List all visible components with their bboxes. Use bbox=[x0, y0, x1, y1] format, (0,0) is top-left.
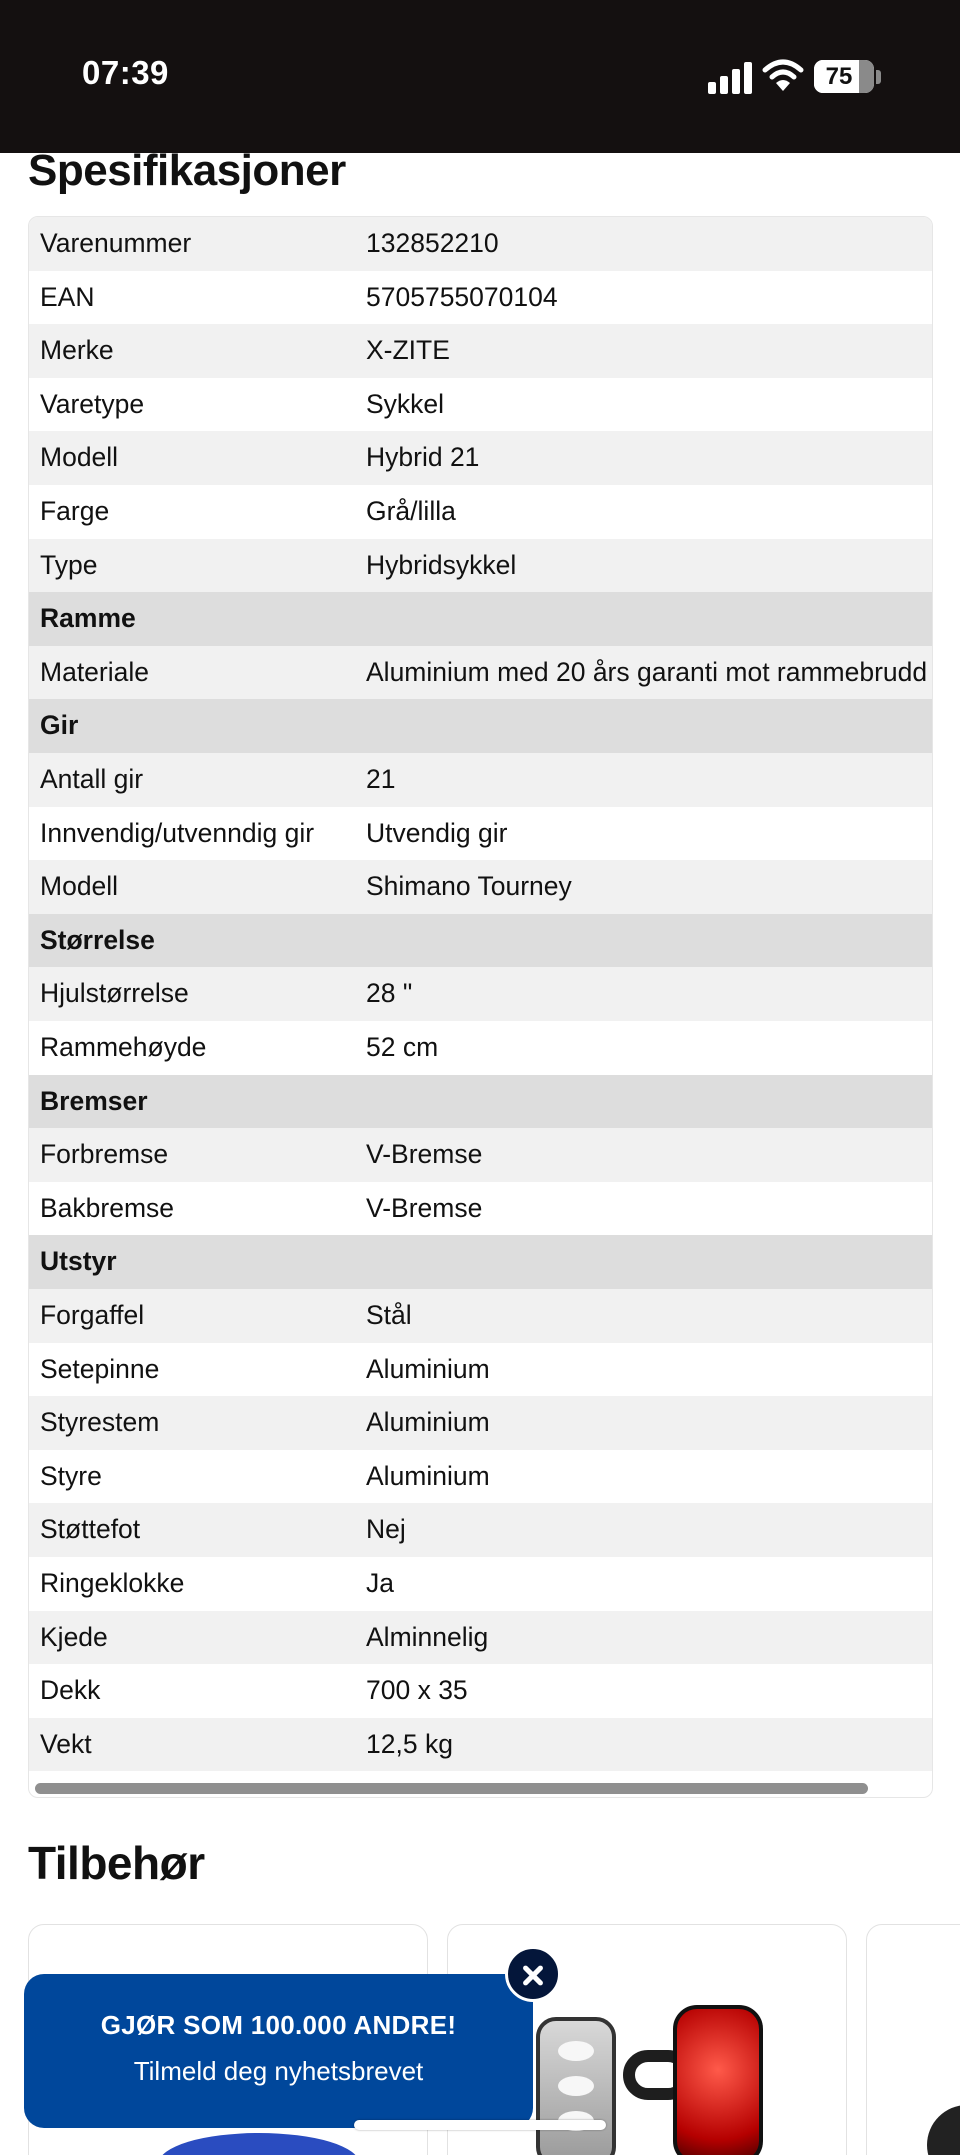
spec-section-label: Utstyr bbox=[40, 1246, 117, 1277]
spec-value: 132852210 bbox=[366, 228, 499, 258]
spec-label: Modell bbox=[40, 871, 119, 902]
spec-section-row bbox=[29, 1235, 933, 1289]
spec-value: Utvendig gir bbox=[366, 817, 508, 848]
spec-value: Sykkel bbox=[366, 388, 445, 419]
spec-value: Aluminium bbox=[366, 1407, 490, 1438]
spec-row bbox=[29, 1503, 933, 1557]
battery-icon bbox=[814, 60, 874, 93]
close-icon[interactable] bbox=[505, 1946, 561, 2002]
spec-row bbox=[29, 431, 933, 485]
spec-value: V-Bremse bbox=[366, 1192, 483, 1223]
spec-label: Kjede bbox=[40, 1621, 108, 1652]
spec-section-label: Gir bbox=[40, 710, 79, 741]
newsletter-subtitle: Tilmeld deg nyhetsbrevet bbox=[133, 2056, 424, 2086]
spec-row bbox=[29, 378, 933, 432]
spec-label: Forbremse bbox=[40, 1139, 169, 1170]
spec-label: Dekk bbox=[40, 1675, 101, 1706]
spec-value: Aluminium bbox=[366, 1460, 490, 1491]
spec-value: Nej bbox=[366, 1514, 406, 1545]
accessory-card[interactable] bbox=[866, 1924, 960, 2155]
spec-row bbox=[29, 271, 933, 325]
spec-row bbox=[29, 1450, 933, 1504]
spec-row bbox=[29, 1128, 933, 1182]
spec-value: V-Bremse bbox=[366, 1139, 483, 1170]
spec-row bbox=[29, 324, 933, 378]
spec-label: Rammehøyde bbox=[40, 1032, 207, 1062]
spec-row bbox=[29, 860, 933, 914]
spec-label: Hjulstørrelse bbox=[40, 978, 189, 1009]
spec-label: Varenummer bbox=[40, 228, 192, 258]
spec-label: Setepinne bbox=[40, 1353, 160, 1384]
spec-label: Innvendig/utvenndig gir bbox=[40, 817, 315, 848]
spec-label: Merke bbox=[40, 335, 114, 366]
spec-label: Bakbremse bbox=[40, 1192, 175, 1223]
spec-value: Grå/lilla bbox=[366, 496, 456, 526]
spec-row bbox=[29, 1557, 933, 1611]
spec-value: 28 " bbox=[366, 978, 413, 1009]
product-image bbox=[927, 2105, 960, 2155]
spec-value: Hybridsykkel bbox=[366, 549, 517, 580]
spec-row bbox=[29, 1021, 933, 1075]
spec-label: Støttefot bbox=[40, 1514, 141, 1545]
spec-row bbox=[29, 217, 933, 271]
specifications-heading: Spesifikasjoner bbox=[28, 146, 346, 195]
status-time: 07:39 bbox=[82, 54, 169, 91]
spec-row bbox=[29, 1289, 933, 1343]
spec-label: Styre bbox=[40, 1460, 102, 1491]
spec-value: 52 cm bbox=[366, 1032, 439, 1062]
newsletter-banner[interactable] bbox=[24, 1974, 533, 2128]
spec-value: Ja bbox=[366, 1568, 394, 1598]
spec-label: Forgaffel bbox=[40, 1300, 145, 1330]
product-image bbox=[159, 2133, 359, 2155]
spec-row bbox=[29, 1718, 933, 1772]
spec-row bbox=[29, 807, 933, 861]
front-light-image bbox=[536, 2017, 616, 2155]
spec-value: 5705755070104 bbox=[366, 281, 558, 312]
spec-label: EAN bbox=[40, 281, 95, 312]
spec-value: Hybrid 21 bbox=[366, 442, 480, 473]
spec-row bbox=[29, 967, 933, 1021]
cellular-signal-icon bbox=[708, 62, 752, 94]
home-indicator bbox=[354, 2120, 606, 2130]
newsletter-title: GJØR SOM 100.000 ANDRE! bbox=[100, 2010, 457, 2040]
spec-value: 21 bbox=[366, 764, 396, 794]
battery-tip bbox=[876, 70, 881, 84]
specifications-table[interactable] bbox=[28, 216, 933, 1798]
spec-value: Aluminium bbox=[366, 1353, 490, 1384]
spec-row bbox=[29, 1343, 933, 1397]
spec-row bbox=[29, 1396, 933, 1450]
spec-value: Alminnelig bbox=[366, 1621, 489, 1652]
spec-section-row bbox=[29, 914, 933, 968]
spec-value: Stål bbox=[366, 1300, 412, 1330]
spec-value: X-ZITE bbox=[366, 335, 450, 366]
spec-value: Shimano Tourney bbox=[366, 871, 572, 902]
spec-value: 700 x 35 bbox=[366, 1675, 468, 1706]
rear-light-image bbox=[673, 2005, 763, 2155]
spec-section-label: Ramme bbox=[40, 603, 136, 634]
spec-row bbox=[29, 539, 933, 593]
wifi-icon bbox=[762, 58, 804, 94]
spec-label: Materiale bbox=[40, 656, 149, 687]
accessories-heading: Tilbehør bbox=[28, 1837, 205, 1889]
spec-label: Styrestem bbox=[40, 1407, 160, 1438]
spec-value: Aluminium med 20 års garanti mot rammebrudd bbox=[366, 656, 928, 687]
spec-label: Type bbox=[40, 549, 98, 580]
spec-value: 12,5 kg bbox=[366, 1728, 453, 1759]
spec-row bbox=[29, 753, 933, 807]
spec-label: Ringeklokke bbox=[40, 1568, 185, 1598]
spec-section-row bbox=[29, 699, 933, 753]
spec-label: Farge bbox=[40, 496, 110, 526]
spec-label: Modell bbox=[40, 442, 119, 473]
spec-row bbox=[29, 1611, 933, 1665]
spec-section-label: Bremser bbox=[40, 1085, 148, 1116]
horizontal-scrollbar[interactable] bbox=[35, 1783, 868, 1794]
spec-label: Antall gir bbox=[40, 764, 144, 794]
status-bar bbox=[0, 0, 960, 153]
spec-row bbox=[29, 1182, 933, 1236]
battery-level: 75 bbox=[825, 63, 853, 90]
spec-section-row bbox=[29, 592, 933, 646]
spec-row bbox=[29, 646, 933, 700]
spec-section-label: Størrelse bbox=[40, 924, 155, 955]
spec-label: Varetype bbox=[40, 388, 145, 419]
spec-row bbox=[29, 485, 933, 539]
spec-label: Vekt bbox=[40, 1728, 92, 1759]
spec-section-row bbox=[29, 1075, 933, 1129]
spec-row bbox=[29, 1664, 933, 1718]
